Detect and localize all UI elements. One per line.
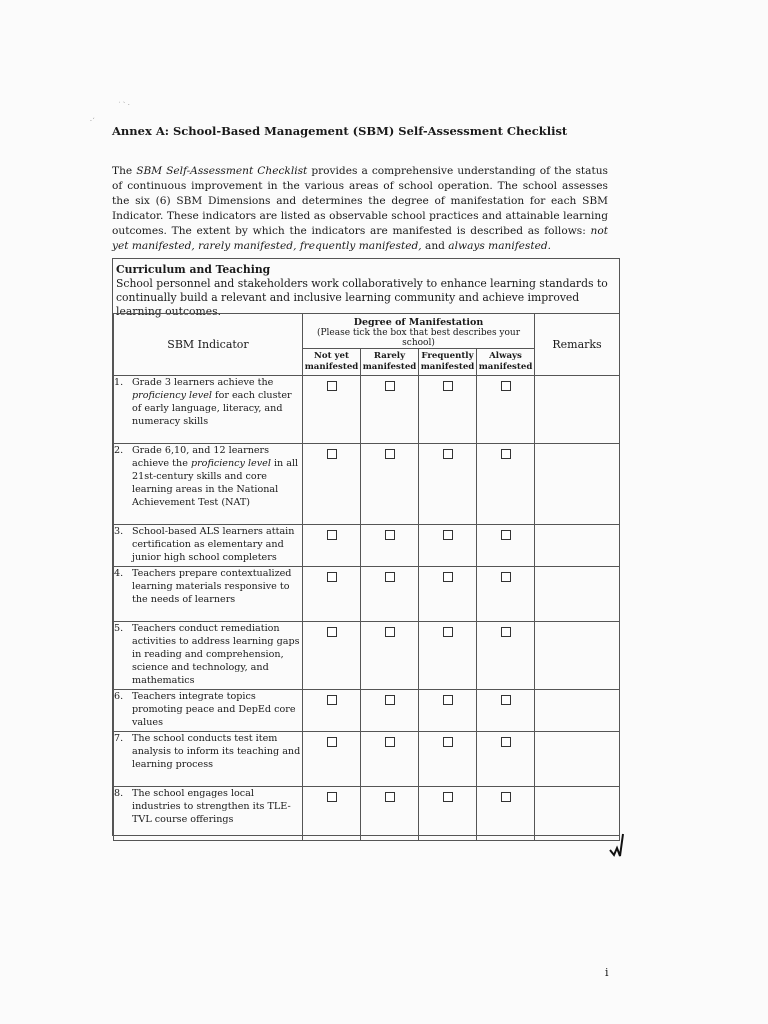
indicator-header: SBM Indicator [114, 314, 303, 376]
manifestation-checkbox[interactable] [385, 449, 395, 459]
remarks-cell[interactable] [535, 787, 620, 841]
indicator-text [132, 690, 302, 729]
level-line-1: Frequently [421, 351, 474, 361]
indicator-cell [114, 690, 303, 732]
checkbox-cell [361, 622, 419, 690]
checkbox-cell [303, 376, 361, 444]
checkbox-cell [477, 444, 535, 525]
table-row [114, 787, 620, 841]
indicator-text-part: Grade 6,10, and 12 learners achieve the [132, 445, 270, 469]
manifestation-checkbox[interactable] [443, 530, 453, 540]
indicator-number: 3. [114, 526, 124, 537]
table-row [114, 525, 620, 567]
table-row [114, 444, 620, 525]
level-header [361, 349, 419, 376]
checkbox-cell [477, 622, 535, 690]
page-number: i [605, 966, 609, 979]
checkbox-cell [303, 444, 361, 525]
table-row [114, 690, 620, 732]
section-header [113, 259, 619, 319]
indicator-text [132, 444, 302, 509]
remarks-cell[interactable] [535, 376, 620, 444]
indicator-text [132, 787, 302, 826]
degree-title: Degree of Manifestation [353, 317, 484, 328]
checkbox-cell [477, 525, 535, 567]
signature-mark [608, 830, 628, 860]
section-description: School personnel and stakeholders work collaboratively to enhance learning standards to continually build a relevant and inclusive learning community and achieve improved learning outcomes. [116, 277, 608, 318]
degree-header [303, 314, 535, 349]
intro-text-1: The [112, 165, 137, 177]
level-line-1: Not yet [314, 351, 349, 361]
checkbox-cell [419, 567, 477, 622]
level-line-2: manifested [304, 362, 359, 372]
indicator-text-part: for each cluster of early language, literacy, and numeracy skills [132, 390, 292, 427]
intro-italic-1: SBM Self-Assessment Checklist [136, 165, 308, 177]
level-line-1: Rarely [373, 351, 406, 361]
checkbox-cell [419, 444, 477, 525]
checkbox-cell [303, 567, 361, 622]
indicator-number: 8. [114, 788, 124, 799]
checkbox-cell [361, 787, 419, 841]
checkbox-cell [361, 690, 419, 732]
manifestation-checkbox[interactable] [443, 572, 453, 582]
manifestation-checkbox[interactable] [385, 572, 395, 582]
remarks-header: Remarks [535, 314, 620, 376]
checkbox-cell [419, 622, 477, 690]
indicator-text [132, 567, 302, 606]
level-header [303, 349, 361, 376]
manifestation-checkbox[interactable] [501, 449, 511, 459]
indicator-cell [114, 732, 303, 787]
intro-paragraph [112, 164, 608, 254]
checkbox-cell [419, 732, 477, 787]
manifestation-checkbox[interactable] [327, 627, 337, 637]
checkbox-cell [361, 732, 419, 787]
checkbox-cell [361, 525, 419, 567]
indicator-text [132, 732, 302, 771]
degree-note: (Please tick the box that best describes your school) [316, 328, 521, 348]
checkbox-cell [361, 444, 419, 525]
indicator-text-part: The school conducts test item analysis to inform its teaching and learning process [132, 733, 301, 770]
remarks-cell[interactable] [535, 444, 620, 525]
checkbox-cell [303, 732, 361, 787]
indicator-cell [114, 376, 303, 444]
manifestation-checkbox[interactable] [443, 627, 453, 637]
manifestation-checkbox[interactable] [385, 530, 395, 540]
remarks-cell[interactable] [535, 732, 620, 787]
indicator-number: 2. [114, 445, 124, 456]
indicator-cell [114, 622, 303, 690]
manifestation-checkbox[interactable] [501, 572, 511, 582]
checkbox-cell [477, 567, 535, 622]
remarks-cell[interactable] [535, 690, 620, 732]
indicator-text [132, 525, 302, 564]
manifestation-checkbox[interactable] [501, 737, 511, 747]
level-line-2: manifested [478, 362, 533, 372]
manifestation-checkbox[interactable] [443, 449, 453, 459]
intro-italic-2: not yet manifested, rarely manifested, frequently manifested, [112, 225, 608, 252]
level-line-1: Always [489, 351, 522, 361]
manifestation-checkbox[interactable] [385, 627, 395, 637]
indicator-cell [114, 444, 303, 525]
indicator-text-part: Teachers prepare contextualized learning materials responsive to the needs of learners [132, 568, 292, 605]
indicator-text-part: School-based ALS learners attain certification as elementary and junior high school completers [132, 526, 295, 563]
indicator-text-part: Teachers integrate topics promoting peace and DepEd core values [132, 691, 296, 728]
manifestation-checkbox[interactable] [327, 449, 337, 459]
manifestation-checkbox[interactable] [501, 627, 511, 637]
manifestation-checkbox[interactable] [327, 572, 337, 582]
intro-text-3: and [421, 240, 449, 252]
manifestation-checkbox[interactable] [385, 737, 395, 747]
indicator-text-part: Grade 3 learners achieve the [132, 377, 274, 388]
indicator-number: 4. [114, 568, 124, 579]
level-header [419, 349, 477, 376]
page-title: Annex A: School-Based Management (SBM) Self-Assessment Checklist [112, 124, 568, 138]
indicator-emphasis: proficiency level [132, 390, 212, 401]
checkbox-cell [419, 525, 477, 567]
checkbox-cell [419, 787, 477, 841]
manifestation-checkbox[interactable] [385, 792, 395, 802]
manifestation-checkbox[interactable] [501, 695, 511, 705]
indicator-number: 7. [114, 733, 124, 744]
checkbox-cell [477, 732, 535, 787]
indicator-cell [114, 567, 303, 622]
checkbox-cell [303, 622, 361, 690]
checkbox-cell [419, 690, 477, 732]
level-line-2: manifested [420, 362, 475, 372]
indicator-cell [114, 787, 303, 841]
remarks-cell[interactable] [535, 525, 620, 567]
checkbox-cell [419, 376, 477, 444]
checkbox-cell [477, 376, 535, 444]
remarks-cell[interactable] [535, 567, 620, 622]
manifestation-checkbox[interactable] [443, 737, 453, 747]
checkbox-cell [477, 787, 535, 841]
manifestation-checkbox[interactable] [501, 792, 511, 802]
checkbox-cell [303, 525, 361, 567]
manifestation-checkbox[interactable] [385, 695, 395, 705]
manifestation-checkbox[interactable] [327, 530, 337, 540]
indicator-number: 1. [114, 377, 124, 388]
indicator-text-part: Teachers conduct remediation activities to address learning gaps in reading and comprehension, science and technology, and mathematics [132, 623, 300, 686]
manifestation-checkbox[interactable] [443, 792, 453, 802]
indicator-number: 5. [114, 623, 124, 634]
table-row [114, 376, 620, 444]
checkbox-cell [361, 567, 419, 622]
manifestation-checkbox[interactable] [443, 381, 453, 391]
table-row [114, 732, 620, 787]
checkbox-cell [303, 690, 361, 732]
table-row [114, 622, 620, 690]
level-line-2: manifested [362, 362, 417, 372]
manifestation-checkbox[interactable] [385, 381, 395, 391]
intro-italic-3: always manifested. [448, 240, 552, 252]
manifestation-checkbox[interactable] [327, 381, 337, 391]
section-title: Curriculum and Teaching [116, 263, 271, 276]
checklist-box [112, 258, 620, 836]
manifestation-checkbox[interactable] [443, 695, 453, 705]
indicator-text-part: The school engages local industries to strengthen its TLE-TVL course offerings [132, 788, 291, 825]
manifestation-checkbox[interactable] [327, 737, 337, 747]
indicator-emphasis: proficiency level [190, 458, 271, 469]
intro-text-2: provides a comprehensive understanding of the status of continuous improvement in the various areas of school operation. The school assesses the six (6) SBM Dimensions and determines the degree of manifestation for each SBM Indicator. These indicators are listed as observable school practices and attainable learning outcomes. The extent by which the indicators are manifested is described as follows: [112, 165, 608, 237]
checkbox-cell [361, 376, 419, 444]
remarks-cell[interactable] [535, 622, 620, 690]
indicator-text [132, 376, 302, 428]
sbm-table [113, 313, 620, 841]
manifestation-checkbox[interactable] [327, 695, 337, 705]
indicator-text [132, 622, 302, 687]
checkbox-cell [477, 690, 535, 732]
indicator-text-part: in all 21st-century skills and core learning areas in the National Achievement Test (NAT) [132, 458, 299, 508]
table-row [114, 567, 620, 622]
indicator-cell [114, 525, 303, 567]
indicator-number: 6. [114, 691, 124, 702]
manifestation-checkbox[interactable] [501, 381, 511, 391]
manifestation-checkbox[interactable] [501, 530, 511, 540]
checkbox-cell [303, 787, 361, 841]
manifestation-checkbox[interactable] [327, 792, 337, 802]
level-header [477, 349, 535, 376]
